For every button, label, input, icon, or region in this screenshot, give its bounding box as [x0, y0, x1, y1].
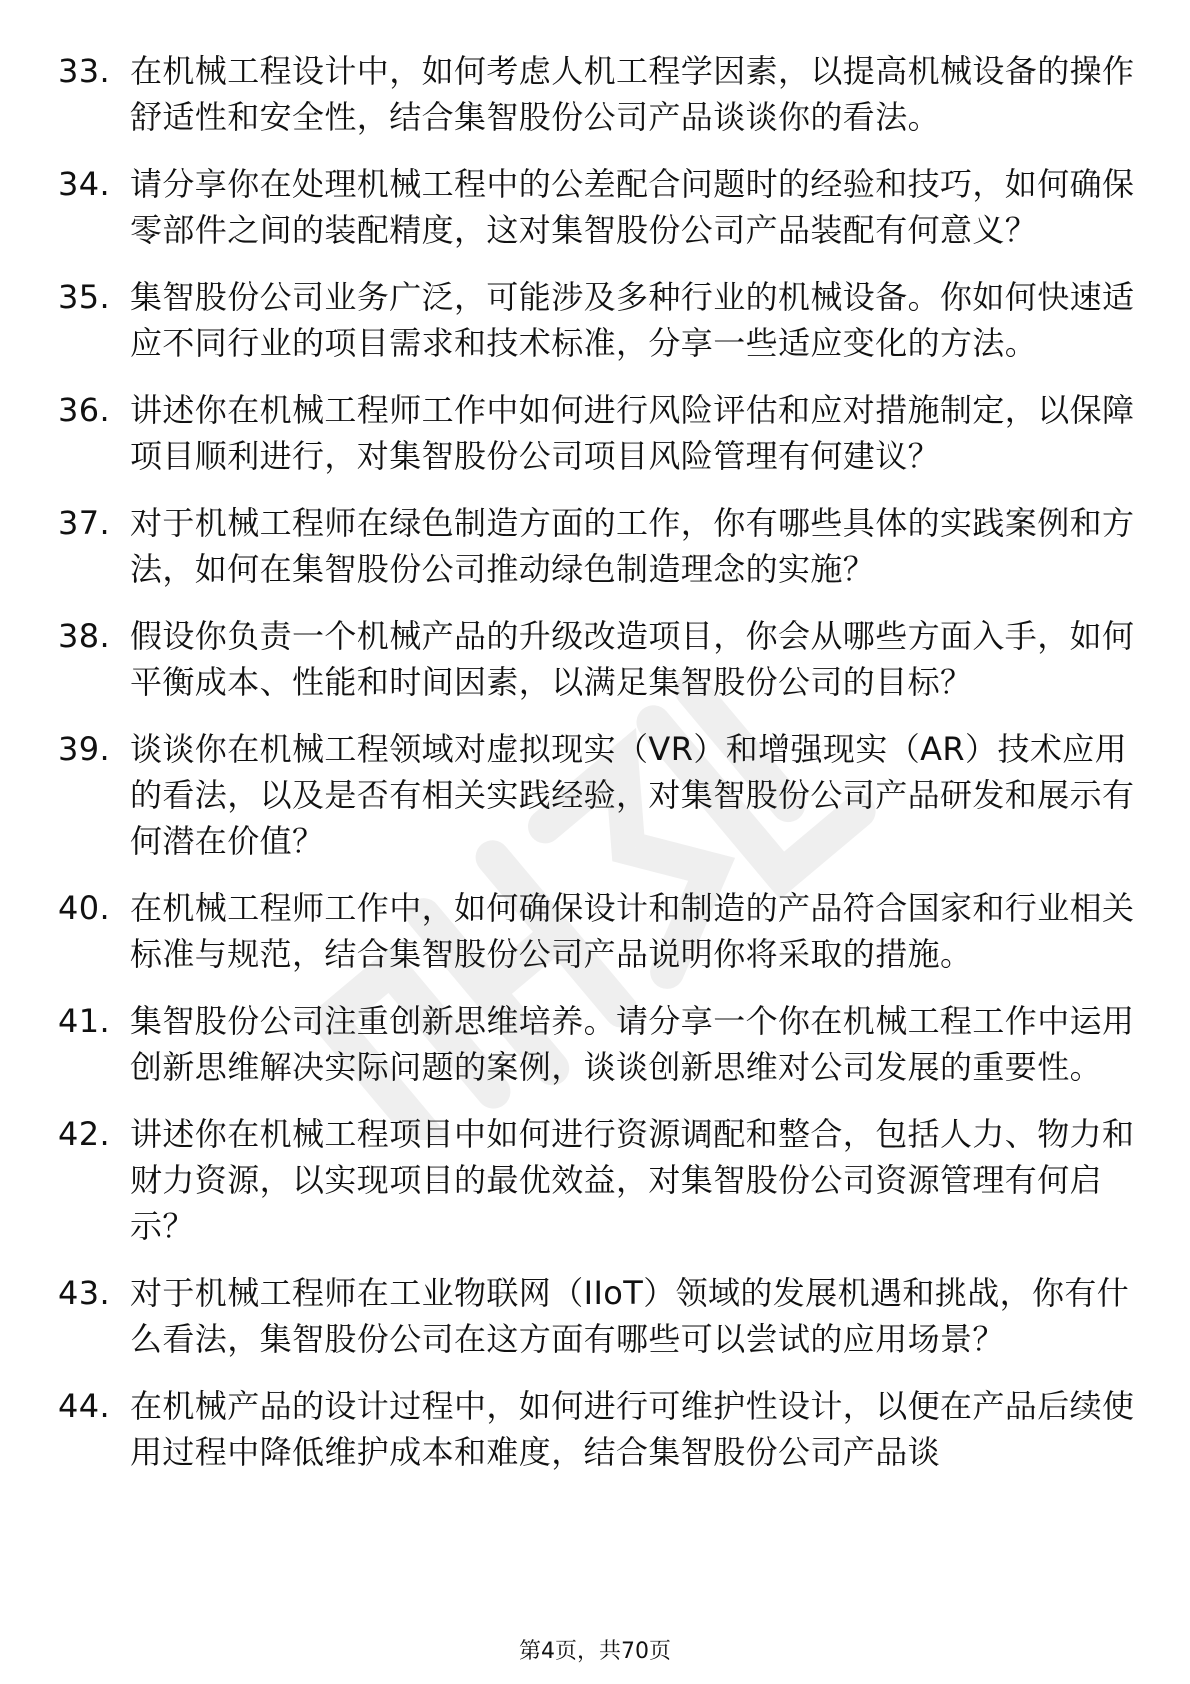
list-item — [58, 726, 1138, 864]
question-number: 42. — [58, 1115, 111, 1153]
question-text: 在机械工程师工作中，如何确保设计和制造的产品符合国家和行业相关标准与规范，结合集智股份公司产品说明你将采取的措施。 — [130, 889, 1135, 973]
list-item — [58, 500, 1138, 592]
question-text: 讲述你在机械工程项目中如何进行资源调配和整合，包括人力、物力和财力资源，以实现项目的最优效益，对集智股份公司资源管理有何启示？ — [130, 1115, 1135, 1245]
question-number: 33. — [58, 52, 111, 90]
list-item — [58, 274, 1138, 366]
question-text: 集智股份公司业务广泛，可能涉及多种行业的机械设备。你如何快速适应不同行业的项目需求和技术标准，分享一些适应变化的方法。 — [130, 278, 1135, 362]
question-number: 34. — [58, 165, 111, 203]
question-text: 在机械产品的设计过程中，如何进行可维护性设计，以便在产品后续使用过程中降低维护成本和难度，结合集智股份公司产品谈 — [130, 1387, 1135, 1471]
question-number: 41. — [58, 1002, 111, 1040]
question-number: 37. — [58, 504, 111, 542]
list-item — [58, 48, 1138, 140]
question-text: 请分享你在处理机械工程中的公差配合问题时的经验和技巧，如何确保零部件之间的装配精度，这对集智股份公司产品装配有何意义？ — [130, 165, 1135, 249]
list-item — [58, 998, 1138, 1090]
question-text: 在机械工程设计中，如何考虑人机工程学因素，以提高机械设备的操作舒适性和安全性，结合集智股份公司产品谈谈你的看法。 — [130, 52, 1135, 136]
question-number: 40. — [58, 889, 111, 927]
page-footer: 第4页，共70页 — [519, 1639, 671, 1664]
question-number: 38. — [58, 617, 111, 655]
question-number: 44. — [58, 1387, 111, 1425]
question-list — [58, 48, 1138, 1496]
question-text: 假设你负责一个机械产品的升级改造项目，你会从哪些方面入手，如何平衡成本、性能和时间因素，以满足集智股份公司的目标？ — [130, 617, 1135, 701]
list-item — [58, 1270, 1138, 1362]
question-text: 集智股份公司注重创新思维培养。请分享一个你在机械工程工作中运用创新思维解决实际问题的案例，谈谈创新思维对公司发展的重要性。 — [130, 1002, 1135, 1086]
question-text: 谈谈你在机械工程领域对虚拟现实（VR）和增强现实（AR）技术应用的看法，以及是否有相关实践经验，对集智股份公司产品研发和展示有何潜在价值？ — [130, 730, 1135, 860]
question-number: 43. — [58, 1274, 111, 1312]
list-item — [58, 1111, 1138, 1249]
list-item — [58, 387, 1138, 479]
question-number: 39. — [58, 730, 111, 768]
question-number: 35. — [58, 278, 111, 316]
list-item — [58, 161, 1138, 253]
list-item — [58, 613, 1138, 705]
question-text: 对于机械工程师在绿色制造方面的工作，你有哪些具体的实践案例和方法，如何在集智股份公司推动绿色制造理念的实施？ — [130, 504, 1135, 588]
list-item — [58, 885, 1138, 977]
question-text: 讲述你在机械工程师工作中如何进行风险评估和应对措施制定，以保障项目顺利进行，对集智股份公司项目风险管理有何建议？ — [130, 391, 1135, 475]
question-text: 对于机械工程师在工业物联网（IIoT）领域的发展机遇和挑战，你有什么看法，集智股份公司在这方面有哪些可以尝试的应用场景？ — [130, 1274, 1130, 1358]
list-item — [58, 1383, 1138, 1475]
question-number: 36. — [58, 391, 111, 429]
